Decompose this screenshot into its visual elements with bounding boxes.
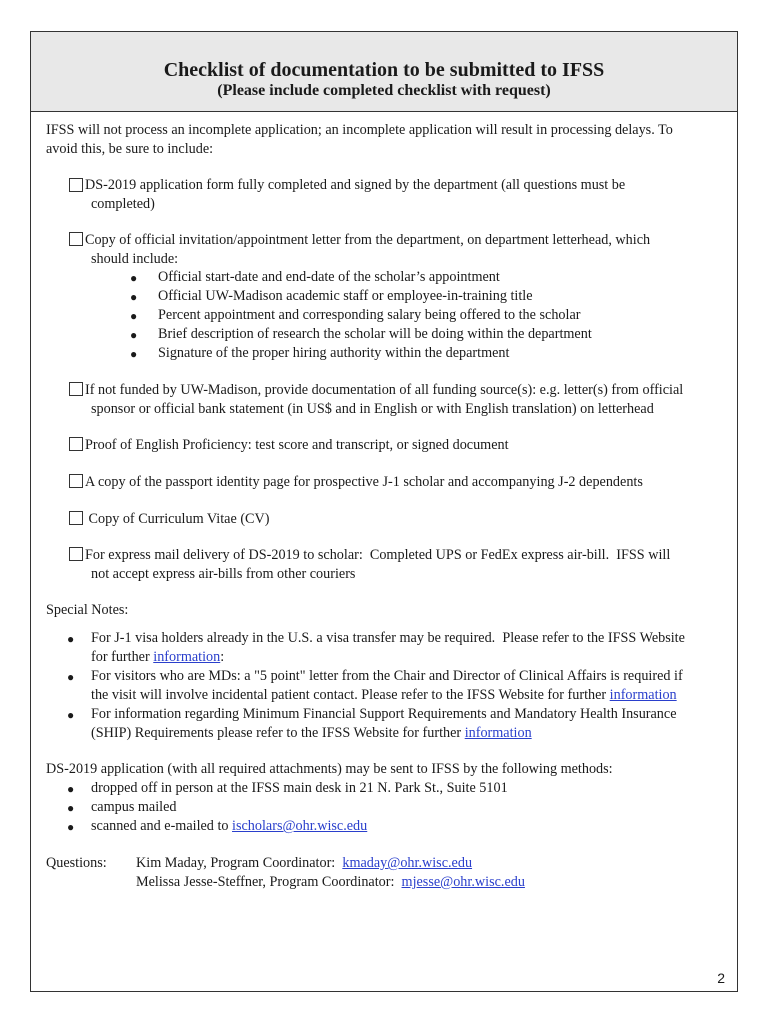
contact-text: Melissa Jesse-Steffner, Program Coordinator:: [136, 874, 402, 890]
checkbox-ds2019-form[interactable]: [69, 178, 83, 192]
note-visa-transfer-cont: [91, 648, 224, 667]
ischolars-email-link[interactable]: ischolars@ohr.wisc.edu: [232, 818, 368, 834]
letter-requirement: Official start-date and end-date of the scholar’s appointment: [158, 269, 500, 285]
checklist-item-ds2019-form: DS-2019 application form fully completed and signed by the department (all questions must be: [85, 177, 626, 193]
note-text: :: [220, 649, 225, 665]
checklist-item-express-mail: For express mail delivery of DS-2019 to scholar: Completed UPS or FedEx express air-bill. IFSS will: [85, 547, 671, 563]
checklist-item-ds2019-form-cont: completed): [91, 196, 155, 212]
method-drop-off: dropped off in person at the IFSS main desk in 21 N. Park St., Suite 5101: [91, 780, 508, 796]
methods-intro: DS-2019 application (with all required attachments) may be sent to IFSS by the following methods:: [46, 761, 613, 777]
page-title: Checklist of documentation to be submitted to IFSS: [163, 59, 605, 81]
bullet-icon: ●: [130, 290, 138, 304]
page-number: 2: [717, 970, 725, 986]
contact-kim-maday: [136, 854, 472, 873]
bullet-icon: ●: [67, 782, 75, 796]
checklist-item-english-proficiency: Proof of English Proficiency: test score and transcript, or signed document: [85, 437, 509, 453]
checklist-item-funding-docs: If not funded by UW-Madison, provide documentation of all funding source(s): e.g. letter(s) from official: [85, 382, 684, 398]
method-email: [91, 817, 367, 836]
checklist-item-cv: Copy of Curriculum Vitae (CV): [85, 511, 270, 527]
contact-text: Kim Maday, Program Coordinator:: [136, 855, 343, 871]
page-subtitle: (Please include completed checklist with request): [217, 82, 551, 99]
letter-requirement: Official UW-Madison academic staff or employee-in-training title: [158, 288, 533, 304]
bullet-icon: ●: [67, 708, 75, 722]
checklist-item-invitation-letter-cont: should include:: [91, 251, 179, 267]
bullet-icon: ●: [130, 347, 138, 361]
mjesse-email-link[interactable]: mjesse@ohr.wisc.edu: [401, 874, 525, 890]
checkbox-english-proficiency[interactable]: [69, 437, 83, 451]
note-text: (SHIP) Requirements please refer to the IFSS Website for further: [91, 725, 465, 741]
bullet-icon: ●: [130, 309, 138, 323]
bullet-icon: ●: [67, 670, 75, 684]
note-text: the visit will involve incidental patient contact. Please refer to the IFSS Website for further: [91, 687, 610, 703]
checklist-item-passport-copy: A copy of the passport identity page for prospective J-1 scholar and accompanying J-2 dependents: [85, 474, 643, 490]
information-link[interactable]: information: [609, 687, 677, 703]
checkbox-cv[interactable]: [69, 511, 83, 525]
bullet-icon: ●: [130, 328, 138, 342]
header-box: [31, 32, 737, 112]
information-link[interactable]: information: [153, 649, 221, 665]
checkbox-funding-docs[interactable]: [69, 382, 83, 396]
letter-requirement: Brief description of research the scholar will be doing within the department: [158, 326, 592, 342]
checklist-item-funding-docs-cont: sponsor or official bank statement (in US$ and in English or with English translation) on letterhead: [91, 401, 654, 417]
special-notes-heading: Special Notes:: [46, 602, 129, 618]
checklist-item-invitation-letter: Copy of official invitation/appointment letter from the department, on department letterhead, which: [85, 232, 651, 248]
bullet-icon: ●: [67, 820, 75, 834]
note-financial-insurance: For information regarding Minimum Financial Support Requirements and Mandatory Health Insurance: [91, 706, 677, 722]
note-visa-transfer: For J-1 visa holders already in the U.S. a visa transfer may be required. Please refer to the IFSS Website: [91, 630, 685, 646]
note-financial-insurance-cont: [91, 724, 532, 743]
bullet-icon: ●: [130, 271, 138, 285]
checkbox-passport-copy[interactable]: [69, 474, 83, 488]
checklist-item-express-mail-cont: not accept express air-bills from other couriers: [91, 566, 356, 582]
bullet-icon: ●: [67, 632, 75, 646]
kmaday-email-link[interactable]: kmaday@ohr.wisc.edu: [342, 855, 473, 871]
letter-requirement: Signature of the proper hiring authority within the department: [158, 345, 510, 361]
note-md-visitors-cont: [91, 686, 677, 705]
note-md-visitors: For visitors who are MDs: a "5 point" letter from the Chair and Director of Clinical Affairs is required if: [91, 668, 683, 684]
method-campus-mail: campus mailed: [91, 799, 177, 815]
letter-requirement: Percent appointment and corresponding salary being offered to the scholar: [158, 307, 581, 323]
bullet-icon: ●: [67, 801, 75, 815]
information-link[interactable]: information: [464, 725, 532, 741]
questions-label: Questions:: [46, 855, 107, 871]
note-text: for further: [91, 649, 154, 665]
intro-line-1: IFSS will not process an incomplete application; an incomplete application will result in processing delays. To: [46, 122, 673, 138]
intro-line-2: avoid this, be sure to include:: [46, 141, 214, 157]
method-email-text: scanned and e-mailed to: [91, 818, 233, 834]
checkbox-invitation-letter[interactable]: [69, 232, 83, 246]
contact-melissa-jesse-steffner: [136, 873, 525, 892]
checkbox-express-mail[interactable]: [69, 547, 83, 561]
